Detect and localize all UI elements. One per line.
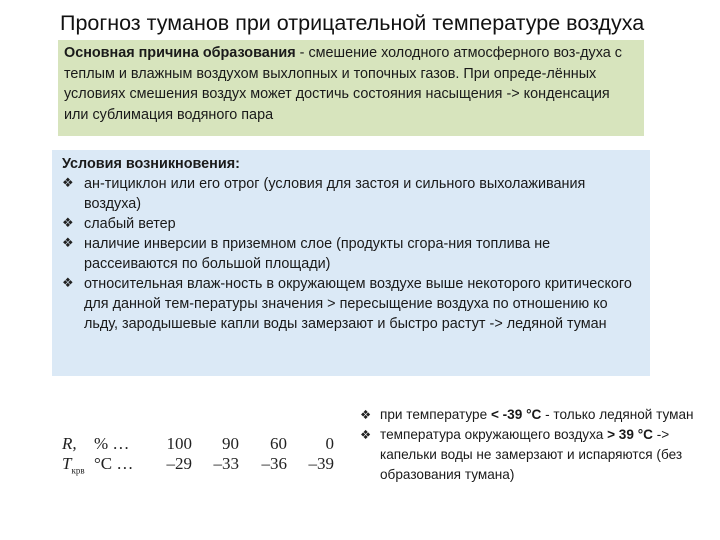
note-item: ❖ температура окружающего воздуха > 39 °C -> капельки воды не замерзают и испаряются (без образования тумана)	[360, 427, 683, 482]
humidity-temperature-table	[62, 432, 332, 480]
condition-text: относительная влаж-ность в окружающем воздухе выше некоторого критического для данной тем-пературы значения > пересыщение воздуха по отношению ко льду, зародышевые капли воды замерзают и быстро растут -> ледяной туман	[84, 276, 632, 332]
diamond-checkmark-icon: ❖	[360, 407, 372, 422]
note-item: ❖ при температуре < -39 °C - только ледяной туман	[360, 405, 705, 425]
temperature-notes	[360, 405, 705, 485]
conditions-list	[62, 174, 640, 334]
table-cell: 60	[270, 434, 287, 453]
diamond-checkmark-icon: ❖	[62, 176, 74, 191]
diamond-checkmark-icon: ❖	[62, 216, 74, 231]
condition-item	[62, 174, 640, 214]
row-unit: °C …	[94, 454, 134, 473]
cause-label: Основная причина образования	[64, 45, 296, 61]
diamond-checkmark-icon: ❖	[62, 236, 74, 251]
conditions-box	[52, 150, 650, 376]
table-cell: –36	[261, 454, 287, 473]
diamond-checkmark-icon: ❖	[62, 276, 74, 291]
cause-box	[58, 40, 644, 136]
condition-item	[62, 274, 640, 334]
condition-text: наличие инверсии в приземном слое (продукты сгора-ния топлива не рассеиваются по большой площади)	[84, 236, 551, 272]
row-label: R,	[62, 434, 77, 453]
table-row-humidity	[62, 434, 332, 454]
table-row-temperature	[62, 454, 332, 474]
row-unit: % …	[94, 434, 130, 453]
table-cell: 0	[325, 434, 334, 453]
table-cell: –39	[308, 454, 334, 473]
conditions-heading: Условия возникновения:	[62, 156, 240, 172]
slide-title: Прогноз туманов при отрицательной температуре воздуха	[60, 11, 645, 35]
row-label: $T_{крв}$	[62, 454, 85, 476]
table-cell: –33	[213, 454, 239, 473]
table-cell: 90	[222, 434, 239, 453]
condition-item	[62, 214, 640, 234]
cause-text: - смешение холодного атмосферного воз-духа с теплым и влажным воздухом выхлопных и топочных газов. При опреде-лённых условиях смешения воздух может достичь состояния насыщения -> конденсация или сублимация водяного пара	[64, 45, 622, 123]
condition-item	[62, 234, 640, 274]
condition-text: ан-тициклон или его отрог (условия для застоя и сильного выхолаживания воздуха)	[84, 176, 586, 212]
condition-text: слабый ветер	[84, 216, 176, 232]
diamond-checkmark-icon: ❖	[360, 427, 372, 442]
table-cell: 100	[166, 434, 192, 453]
table-cell: –29	[166, 454, 192, 473]
